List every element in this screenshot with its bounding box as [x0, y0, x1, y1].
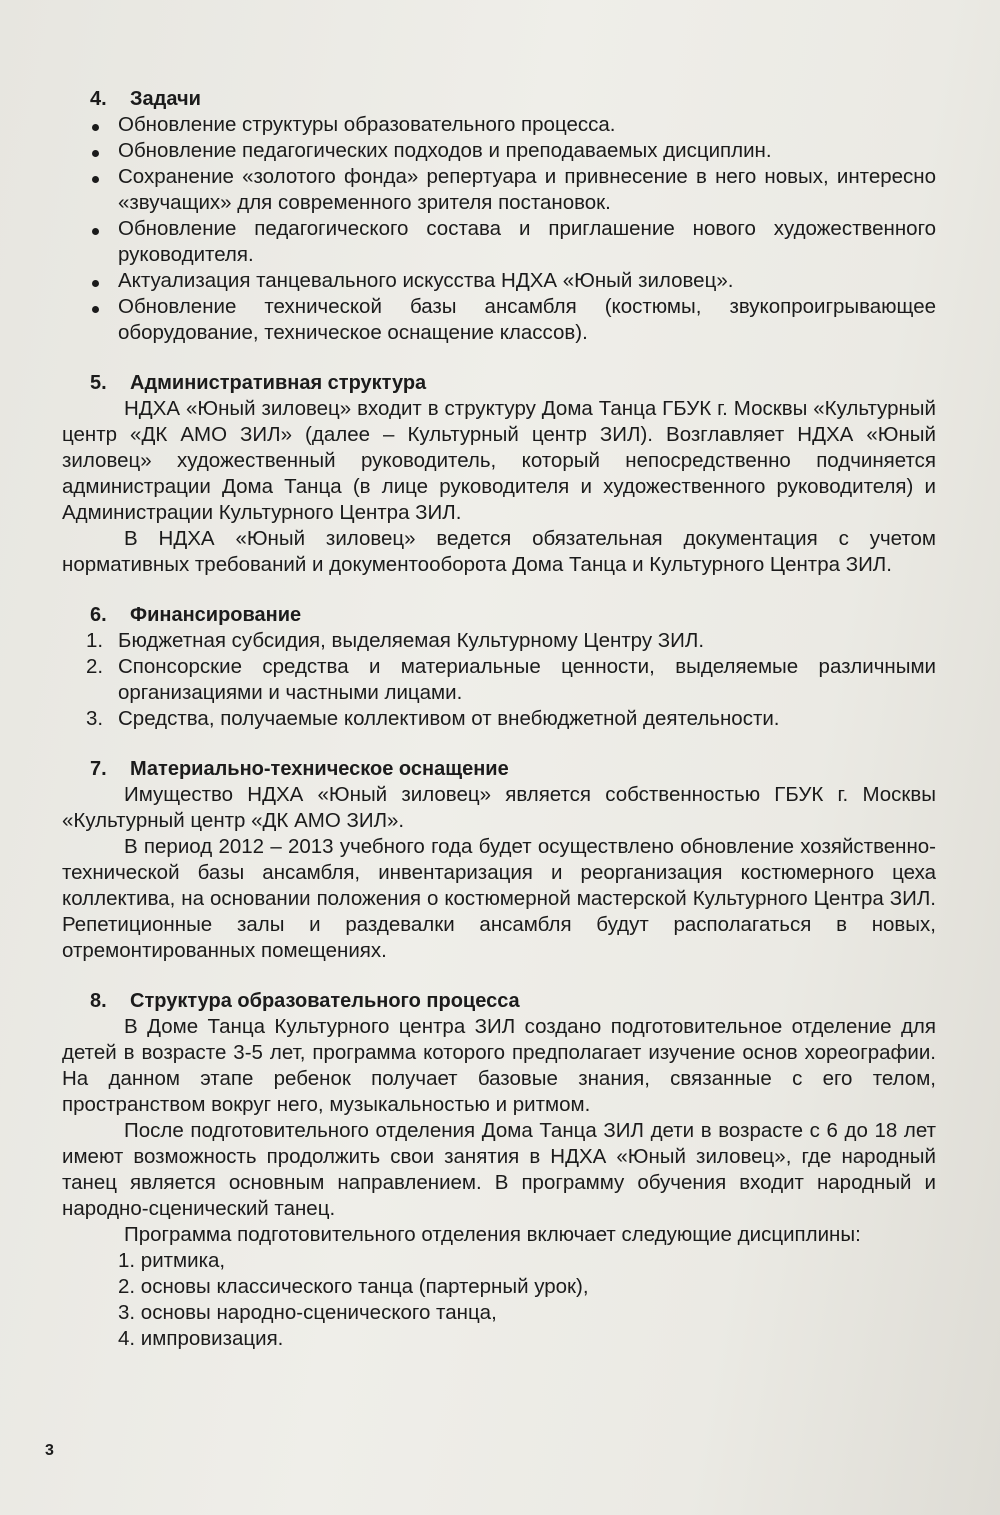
section-equipment [56, 756, 936, 964]
list-item: 2. Спонсорские средства и материальные ценности, выделяемые различными организациями и частными лицами. [56, 654, 936, 706]
list-marker: 3. [86, 707, 104, 730]
list-item: Обновление педагогического состава и приглашение нового художественного руководителя. [56, 216, 936, 268]
list-item: 2. основы классического танца (партерный урок), [118, 1275, 589, 1298]
list-item: Обновление технической базы ансамбля (костюмы, звукопроигрывающее оборудование, техническое оснащение классов). [56, 294, 936, 346]
list-marker: 2. [86, 655, 104, 678]
section-title: Материально-техническое оснащение [130, 758, 509, 780]
paragraph: Программа подготовительного отделения включает следующие дисциплины: [124, 1223, 861, 1246]
bullet-icon [92, 124, 99, 131]
paragraph: Имущество НДХА «Юный зиловец» является собственностью ГБУК г. Москвы «Культурный центр «ДК АМО ЗИЛ». [62, 783, 936, 832]
section-heading [56, 756, 936, 782]
bullet-icon [92, 176, 99, 183]
section-heading [56, 602, 936, 628]
bullet-icon [92, 280, 99, 287]
page-number: 3 [45, 1442, 54, 1459]
list-item: Сохранение «золотого фонда» репертуара и привнесение в него новых, интересно «звучащих» для современного зрителя постановок. [56, 164, 936, 216]
list-item: Обновление педагогических подходов и преподаваемых дисциплин. [56, 138, 936, 164]
section-title: Финансирование [130, 604, 302, 626]
list-item: 3. основы народно-сценического танца, [118, 1301, 497, 1324]
bullet-icon [92, 150, 99, 157]
financing-list [56, 628, 936, 732]
section-education-structure [56, 988, 936, 1352]
section-admin-structure [56, 370, 936, 578]
paragraph: В Доме Танца Культурного центра ЗИЛ создано подготовительное отделение для детей в возрасте 3-5 лет, программа которого предполагает изучение основ хореографии. На данном этапе ребенок получает базовые знания, связанные с его телом, пространством вокруг него, музыкальностью и ритмом. [62, 1015, 936, 1116]
section-number: 6. [90, 604, 107, 626]
list-item: Актуализация танцевального искусства НДХА «Юный зиловец». [56, 268, 936, 294]
section-number: 8. [90, 990, 107, 1012]
bullet-icon [92, 228, 99, 235]
section-title: Задачи [130, 88, 201, 110]
section-financing [56, 602, 936, 732]
list-marker: 1. [86, 629, 104, 652]
paragraph: В НДХА «Юный зиловец» ведется обязательная документация с учетом нормативных требований и документооборота Дома Танца и Культурного Центра ЗИЛ. [62, 527, 936, 576]
tasks-list [56, 112, 936, 346]
list-item: 1. ритмика, [118, 1249, 226, 1272]
disciplines-list [56, 1248, 936, 1352]
section-tasks [56, 86, 936, 346]
paragraph: В период 2012 – 2013 учебного года будет осуществлено обновление хозяйственно-технической базы ансамбля, инвентаризация и реорганизация костюмерного цеха коллектива, на основании положения о костюмерной мастерской Культурного Центра ЗИЛ. Репетиционные залы и раздевалки ансамбля будут располагаться в новых, отремонтированных помещениях. [62, 835, 936, 962]
section-number: 4. [90, 88, 107, 110]
section-heading [56, 988, 936, 1014]
paragraph: После подготовительного отделения Дома Танца ЗИЛ дети в возрасте с 6 до 18 лет имеют возможность продолжить свои занятия в НДХА «Юный зиловец», где народный танец является основным направлением. В программу обучения входит народный и народно-сценический танец. [62, 1119, 936, 1220]
section-title: Структура образовательного процесса [130, 990, 520, 1012]
section-heading [56, 86, 936, 112]
paragraph: НДХА «Юный зиловец» входит в структуру Дома Танца ГБУК г. Москвы «Культурный центр «ДК АМО ЗИЛ» (далее – Культурный центр ЗИЛ). Возглавляет НДХА «Юный зиловец» художественный руководитель, который непосредственно подчиняется администрации Дома Танца (в лице руководителя и художественного руководителя) и Администрации Культурного Центра ЗИЛ. [62, 397, 936, 524]
section-number: 5. [90, 372, 107, 394]
section-number: 7. [90, 758, 107, 780]
list-item: Обновление структуры образовательного процесса. [56, 112, 936, 138]
section-heading [56, 370, 936, 396]
bullet-icon [92, 306, 99, 313]
section-title: Административная структура [130, 372, 427, 394]
list-item: 4. импровизация. [118, 1327, 284, 1350]
list-item: 1. Бюджетная субсидия, выделяемая Культурному Центру ЗИЛ. [56, 628, 936, 654]
list-item: 3. Средства, получаемые коллективом от внебюджетной деятельности. [56, 706, 936, 732]
